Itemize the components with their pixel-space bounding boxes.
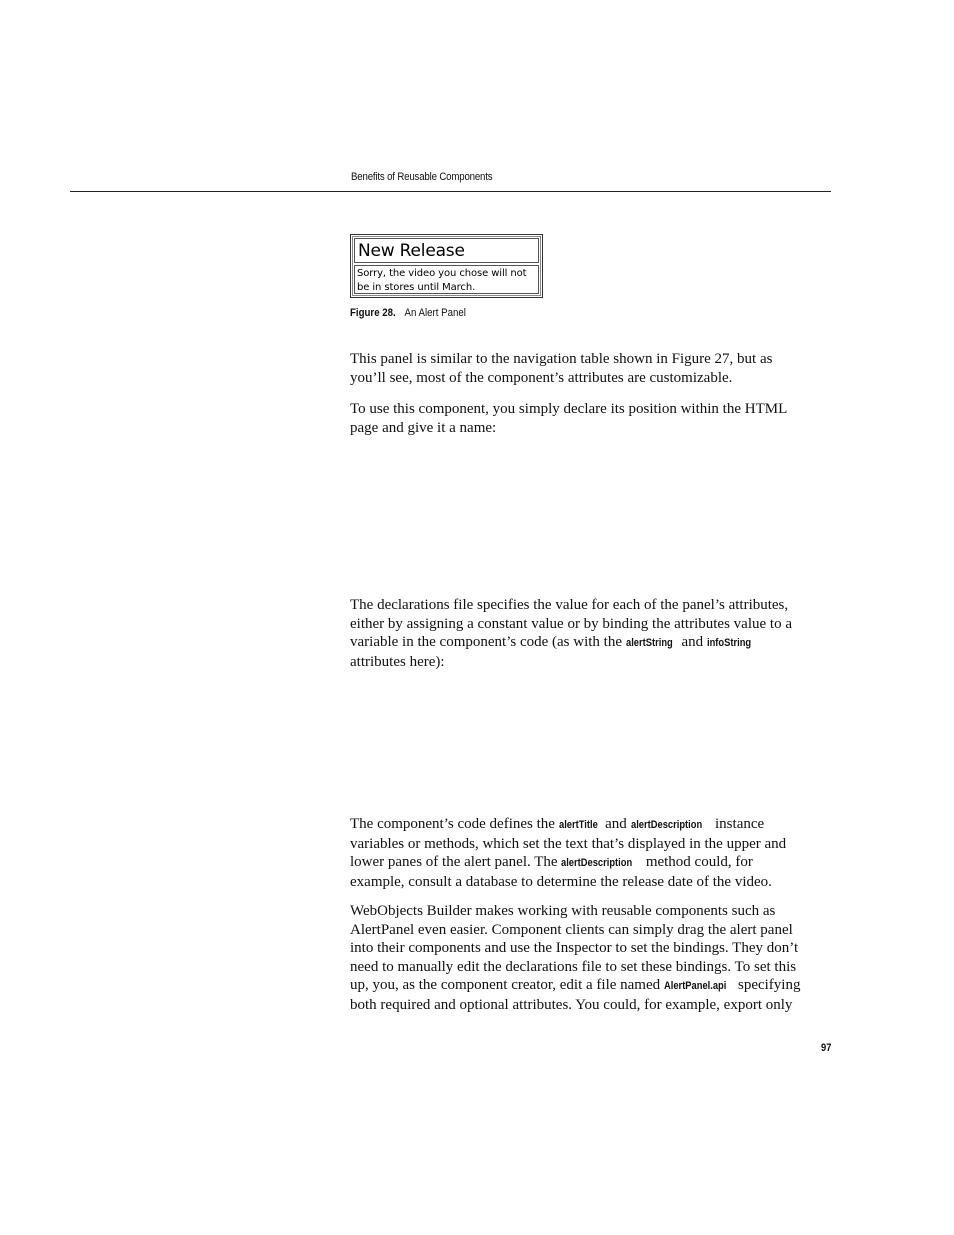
paragraph-4-text-1: The component’s code defines the <box>350 816 555 832</box>
code-alertpanel-api: AlertPanel.api <box>663 980 727 992</box>
paragraph-4-text-2: and <box>605 816 627 832</box>
figure-number: Figure 28. <box>350 307 396 319</box>
running-header: Benefits of Reusable Components <box>351 171 493 183</box>
figure-caption-text: An Alert Panel <box>404 307 466 319</box>
paragraph-1: This panel is similar to the navigation table shown in Figure 27, but as you’ll see, most of the component’s attributes are customizable. <box>350 351 773 386</box>
paragraph-3 <box>350 596 810 671</box>
code-alert-description: alertDescription <box>630 819 702 831</box>
alert-panel-figure <box>350 234 543 298</box>
paragraph-5 <box>350 902 810 1014</box>
code-info-string: infoString <box>706 637 752 649</box>
code-alert-string: alertString <box>625 637 673 649</box>
paragraph-5-text-1: WebObjects Builder makes working with reusable components such as AlertPanel even easier. Component clients can simply drag the alert panel into their components and use the Inspector to set the bindings. They don’t need to manually edit the declarations file to set these bindings. To set this up, you, as the component creator, edit a file named <box>350 903 799 993</box>
alert-info-text: Sorry, the video you chose will not be in stores until March. <box>357 268 527 293</box>
alert-info-pane <box>354 265 539 294</box>
paragraph-2: To use this component, you simply declare its position within the HTML page and give it a name: <box>350 401 787 436</box>
alert-title-pane <box>354 238 539 263</box>
paragraph-5-text-2: specifying both required and optional attributes. You could, for example, export only <box>350 977 801 1013</box>
code-alert-description-2: alertDescription <box>561 857 633 869</box>
code-alert-title: alertTitle <box>558 819 598 831</box>
paragraph-3-text-1: The declarations file specifies the value for each of the panel’s attributes, either by assigning a constant value or by binding the attributes value to a variable in the component’s code (as with the <box>350 597 792 650</box>
page-number: 97 <box>821 1042 832 1054</box>
paragraph-4-text-3: instance variables or methods, which set the text that’s displayed in the upper and lower panes of the alert panel. The <box>350 816 787 870</box>
paragraph-3-text-3: attributes here): <box>350 653 445 670</box>
alert-title: New Release <box>358 241 465 261</box>
paragraph-4-text-4: method could, for example, consult a database to determine the release date of the video. <box>350 854 772 890</box>
paragraph-4 <box>350 815 810 891</box>
figure-caption <box>350 307 466 319</box>
header-rule <box>70 191 831 192</box>
paragraph-3-text-2: and <box>681 634 704 650</box>
